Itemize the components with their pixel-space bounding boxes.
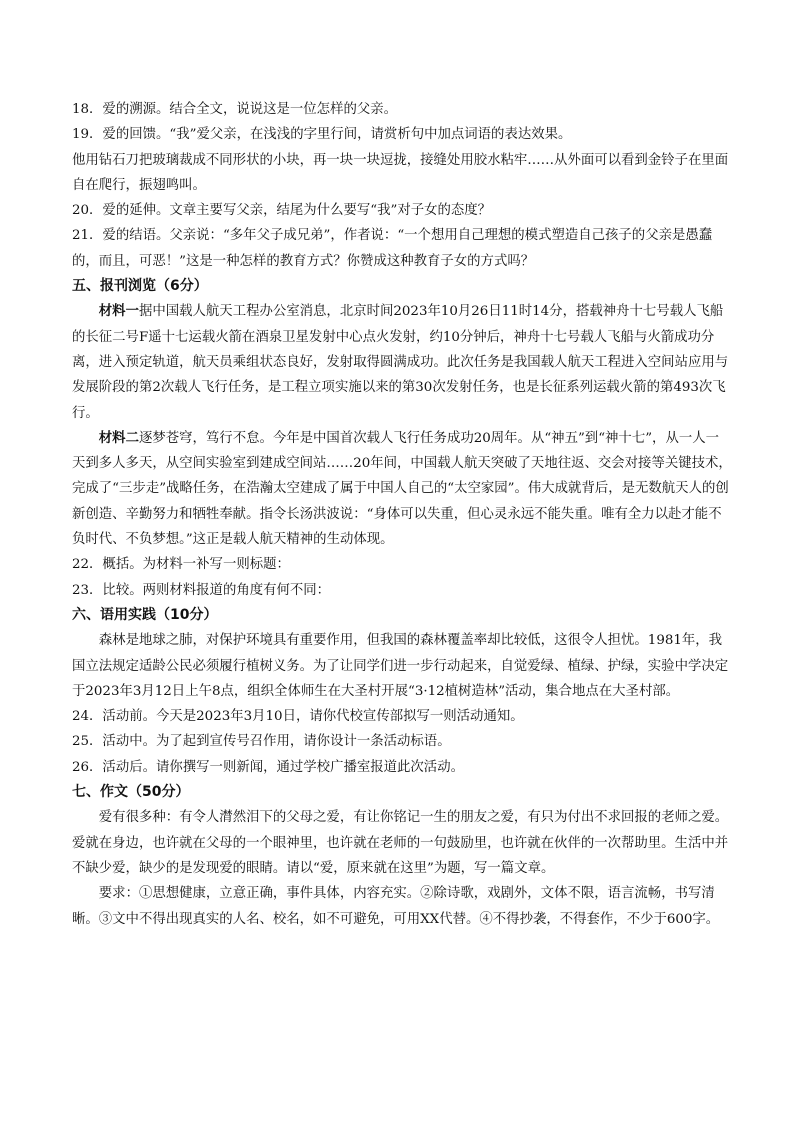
material-1	[72, 299, 732, 425]
section-6-paragraph: 森林是地球之肺，对保护环境具有重要作用，但我国的森林覆盖率却比较低，这很令人担忧。1981年，我国立法规定适龄公民必须履行植树义务。为了让同学们进一步行动起来，自觉爱绿、植绿、护绿，实验中学决定于2023年3月12日上午8点，组织全体师生在大圣村开展“3·12植树造林”活动，集合地点在大圣村部。	[72, 633, 729, 699]
essay-prompt: 爱有很多种：有令人潸然泪下的父母之爱，有让你铭记一生的朋友之爱，有只为付出不求回报的老师之爱。爱就在身边，也许就在父母的一个眼神里，也许就在老师的一句鼓励里，也许就在伙伴的一次帮助里。生活中并不缺少爱，缺少的是发现爱的眼睛。请以“爱，原来就在这里”为题，写一篇文章。	[72, 810, 729, 876]
essay-requirements: 要求：①思想健康，立意正确，事件具体，内容充实。②除诗歌，戏剧外，文体不限，语言流畅，书写清晰。③文中不得出现真实的人名、校名，如不可避免，可用XX代替。④不得抄袭，不得套作，不少于600字。	[72, 886, 720, 927]
question-21: 21．爱的结语。父亲说：“多年父子成兄弟”，作者说：“一个想用自己理想的模式塑造自己孩子的父亲是愚蠢的，而且，可恶！”这是一种怎样的教育方式？你赞成这种教育子女的方式吗？	[72, 228, 713, 269]
section-6-heading: 六、语用实践（10分）	[72, 606, 218, 623]
question-20: 20．爱的延伸。文章主要写父亲，结尾为什么要写“我”对子女的态度？	[72, 203, 492, 219]
question-24: 24．活动前。今天是2023年3月10日，请你代校宣传部拟写一则活动通知。	[72, 709, 524, 725]
material-1-label: 材料一	[98, 303, 139, 320]
question-25: 25．活动中。为了起到宣传号召作用，请你设计一条活动标语。	[72, 734, 451, 750]
question-23: 23．比较。两则材料报道的角度有何不同：	[72, 582, 331, 598]
material-2-label: 材料二	[98, 429, 139, 446]
question-26: 26．活动后。请你撰写一则新闻，通过学校广播室报道此次活动。	[72, 759, 464, 775]
page-content	[72, 97, 732, 932]
material-1-text: 据中国载人航天工程办公室消息，北京时间2023年10月26日11时14分，搭载神舟十七号载人飞船的长征二号F遥十七运载火箭在酒泉卫星发射中心点火发射，约10分钟后，神舟十七号载人飞船与火箭成功分离，进入预定轨道，航天员乘组状态良好，发射取得圆满成功。此次任务是我国载人航天工程进入空间站应用与发展阶段的第2次载人飞行任务，是工程立项实施以来的第30次发射任务，也是长征系列运载火箭的第493次飞行。	[72, 304, 729, 421]
material-2-text: 逐梦苍穹，笃行不怠。今年是中国首次载人飞行任务成功20周年。从“神五”到“神十七”，从一人一天到多人多天，从空间实验室到建成空间站……20年间，中国载人航天突破了天地往返、交会对接等关键技术，完成了“三步走”战略任务，在浩瀚太空建成了属于中国人自己的“太空家园”。伟大成就背后，是无数航天人的创新创造、辛勤努力和牺牲奉献。指令长汤洪波说：“身体可以失重，但心灵永远不能失重。唯有全力以赴才能不负时代、不负梦想。”这正是载人航天精神的生动体现。	[72, 430, 732, 548]
question-19-quote: 他用钻石刀把玻璃裁成不同形状的小块，再一块一块逗拢，接缝处用胶水粘牢……从外面可以看到金铃子在里面自在爬行，振翅鸣叫。	[72, 152, 729, 193]
question-19: 19．爱的回馈。“我”爱父亲，在浅浅的字里行间，请赏析句中加点词语的表达效果。	[72, 127, 572, 143]
question-22: 22．概括。为材料一补写一则标题：	[72, 557, 290, 573]
question-18: 18．爱的溯源。结合全文，说说这是一位怎样的父亲。	[72, 102, 398, 117]
section-7-heading: 七、作文（50分）	[72, 784, 190, 801]
material-2	[72, 426, 732, 552]
section-5-heading: 五、报刊浏览（6分）	[72, 278, 208, 295]
